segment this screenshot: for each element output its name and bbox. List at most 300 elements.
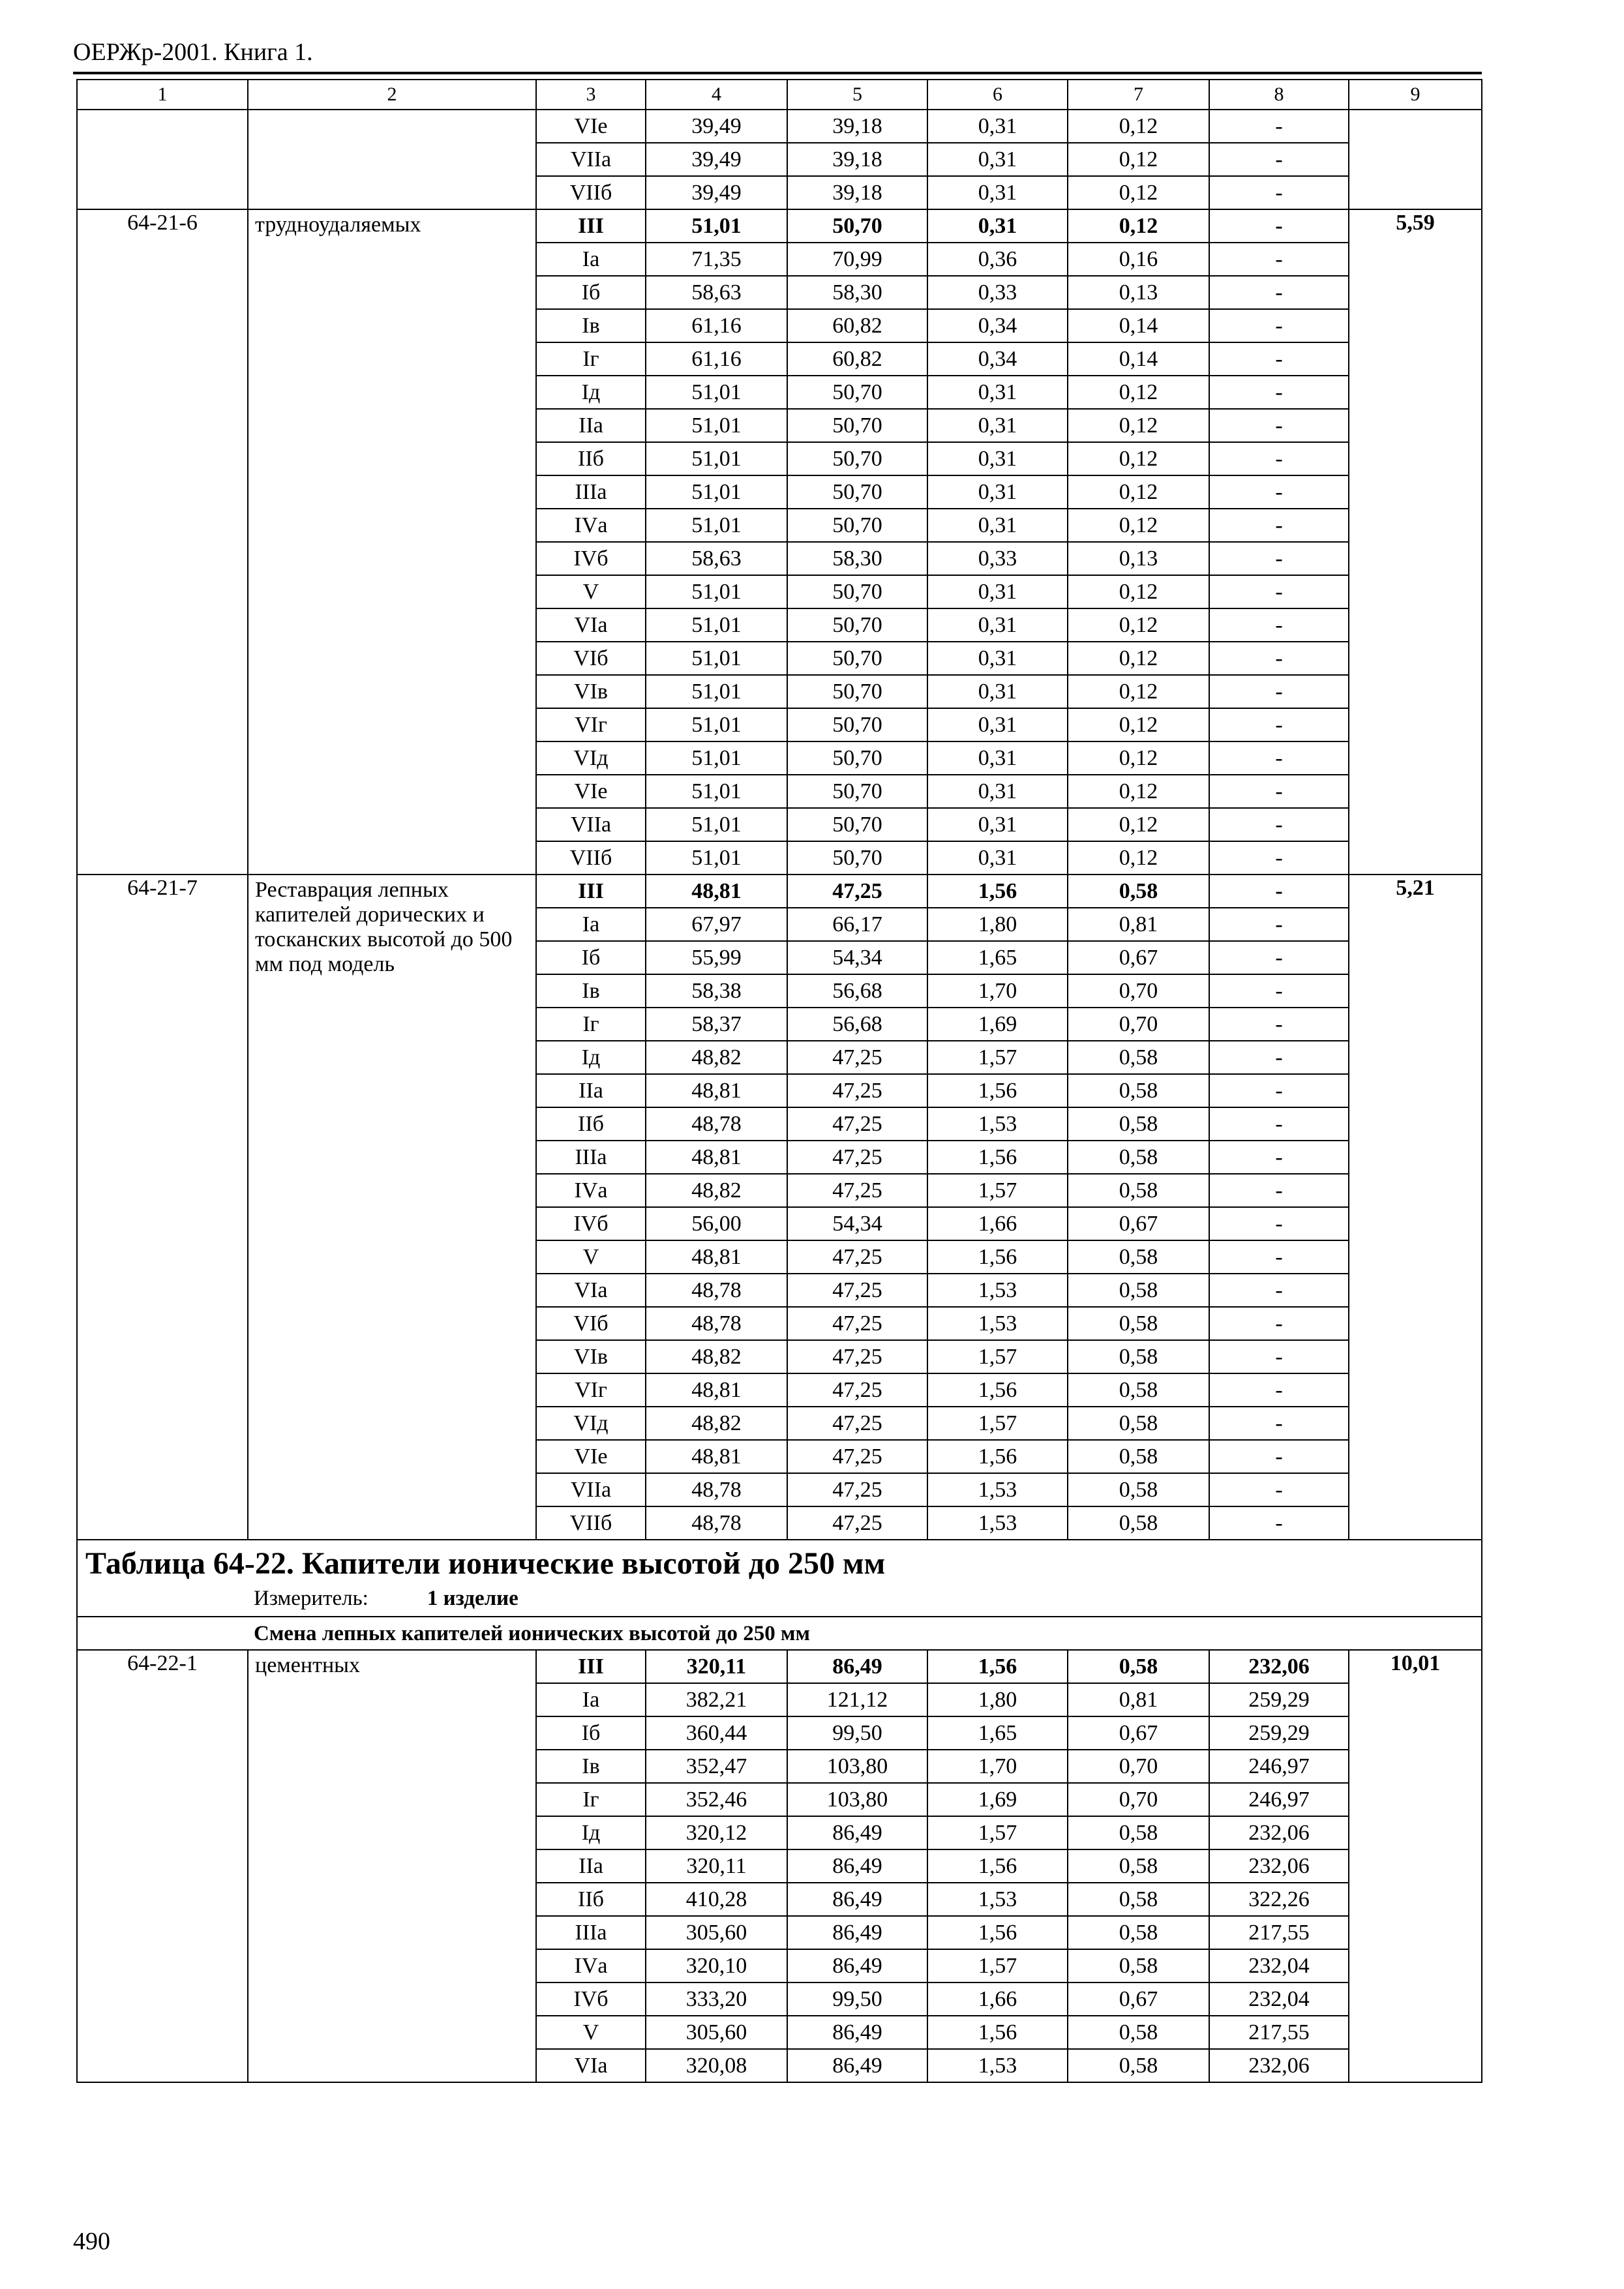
value-cell: 86,49 [787,1816,927,1849]
value-cell: V [536,2016,646,2049]
value-cell: 99,50 [787,1716,927,1750]
value-cell: VIв [536,675,646,708]
value-cell: 0,67 [1068,941,1209,974]
column-number: 3 [536,80,646,110]
value-cell: 217,55 [1209,2016,1349,2049]
value-cell: VIIа [536,808,646,841]
value-cell: - [1209,1008,1349,1041]
value-cell: VIб [536,642,646,675]
value-cell: 50,70 [787,808,927,841]
value-cell: 51,01 [646,808,787,841]
value-cell: 232,06 [1209,1816,1349,1849]
value-cell: 51,01 [646,608,787,642]
value-cell: 50,70 [787,409,927,442]
value-cell: Iа [536,243,646,276]
value-cell: 47,25 [787,1107,927,1141]
value-cell: 232,06 [1209,1849,1349,1883]
value-cell: 232,04 [1209,1949,1349,1982]
value-cell: - [1209,908,1349,941]
value-cell: 48,78 [646,1506,787,1540]
value-cell: 333,20 [646,1982,787,2016]
value-cell: 47,25 [787,1307,927,1340]
value-cell: 47,25 [787,1440,927,1473]
value-cell: VIIб [536,1506,646,1540]
value-cell: 51,01 [646,775,787,808]
value-cell: - [1209,1107,1349,1141]
value-cell: 360,44 [646,1716,787,1750]
document-header: ОЕРЖр-2001. Книга 1. [73,38,313,66]
value-cell: 86,49 [787,2049,927,2082]
value-cell: III [536,1650,646,1683]
value-cell: - [1209,176,1349,209]
value-cell: 1,66 [927,1207,1068,1240]
value-cell: 382,21 [646,1683,787,1716]
value-cell: 0,58 [1068,1650,1209,1683]
value-cell: 99,50 [787,1982,927,2016]
value-cell: 0,31 [927,642,1068,675]
value-cell: 0,12 [1068,176,1209,209]
value-cell: - [1209,1141,1349,1174]
value-cell: Iв [536,974,646,1008]
table-row [77,1650,1482,1683]
value-cell: Iб [536,1716,646,1750]
value-cell: 0,58 [1068,1041,1209,1074]
value-cell: 0,81 [1068,1683,1209,1716]
col9-cell [1349,110,1482,209]
value-cell: 50,70 [787,775,927,808]
value-cell: III [536,875,646,908]
table-body [77,80,1482,2082]
value-cell: 48,78 [646,1107,787,1141]
value-cell: - [1209,1307,1349,1340]
value-cell: 47,25 [787,1240,927,1274]
value-cell: VIд [536,1407,646,1440]
value-cell: 0,31 [927,143,1068,176]
value-cell: 1,56 [927,1440,1068,1473]
value-cell: 0,58 [1068,1473,1209,1506]
value-cell: 232,06 [1209,2049,1349,2082]
value-cell: - [1209,1274,1349,1307]
measure-unit: 1 изделие [427,1587,519,1610]
value-cell: Iв [536,1750,646,1783]
description-cell: трудноудаляемых [248,209,536,875]
value-cell: IVб [536,542,646,575]
value-cell: 0,31 [927,575,1068,608]
value-cell: 1,69 [927,1783,1068,1816]
value-cell: 60,82 [787,342,927,376]
value-cell: 103,80 [787,1783,927,1816]
value-cell: 1,56 [927,2016,1068,2049]
value-cell: 86,49 [787,1949,927,1982]
value-cell: 51,01 [646,708,787,741]
value-cell: - [1209,575,1349,608]
value-cell: 0,13 [1068,276,1209,309]
value-cell: VIа [536,608,646,642]
value-cell: 0,58 [1068,1274,1209,1307]
value-cell: 1,57 [927,1816,1068,1849]
value-cell: 48,82 [646,1174,787,1207]
value-cell: IIIа [536,1141,646,1174]
value-cell: - [1209,542,1349,575]
value-cell: 0,12 [1068,841,1209,875]
value-cell: 0,58 [1068,1883,1209,1916]
value-cell: 50,70 [787,608,927,642]
value-cell: 39,49 [646,143,787,176]
column-number: 4 [646,80,787,110]
value-cell: 0,12 [1068,608,1209,642]
value-cell: III [536,209,646,243]
value-cell: - [1209,675,1349,708]
value-cell: 0,31 [927,841,1068,875]
value-cell: 320,10 [646,1949,787,1982]
value-cell: 47,25 [787,1373,927,1407]
value-cell: 51,01 [646,675,787,708]
page-number: 490 [73,2228,110,2255]
value-cell: 0,31 [927,442,1068,475]
value-cell: - [1209,741,1349,775]
value-cell: - [1209,1407,1349,1440]
value-cell: 0,12 [1068,741,1209,775]
value-cell: - [1209,708,1349,741]
column-number: 5 [787,80,927,110]
value-cell: 50,70 [787,509,927,542]
value-cell: Iа [536,908,646,941]
value-cell: 0,33 [927,276,1068,309]
value-cell: 51,01 [646,475,787,509]
value-cell: 51,01 [646,841,787,875]
value-cell: VIа [536,1274,646,1307]
value-cell: 410,28 [646,1883,787,1916]
measure-line [254,1583,1473,1613]
description-cell [248,110,536,209]
value-cell: 0,58 [1068,1916,1209,1949]
value-cell: 1,53 [927,1883,1068,1916]
value-cell: 1,57 [927,1041,1068,1074]
value-cell: 58,30 [787,542,927,575]
col9-cell: 10,01 [1349,1650,1482,2082]
value-cell: 51,01 [646,509,787,542]
value-cell: 66,17 [787,908,927,941]
value-cell: 51,01 [646,409,787,442]
value-cell: - [1209,243,1349,276]
value-cell: VIд [536,741,646,775]
value-cell: 0,31 [927,509,1068,542]
value-cell: 1,70 [927,974,1068,1008]
col9-cell: 5,59 [1349,209,1482,875]
code-cell: 64-22-1 [77,1650,248,2082]
value-cell: - [1209,1240,1349,1274]
value-cell: 1,80 [927,1683,1068,1716]
value-cell: IVа [536,1174,646,1207]
value-cell: 1,56 [927,1074,1068,1107]
value-cell: 0,34 [927,342,1068,376]
value-cell: - [1209,209,1349,243]
value-cell: 0,31 [927,209,1068,243]
value-cell: 0,31 [927,775,1068,808]
value-cell: Iг [536,1008,646,1041]
value-cell: 86,49 [787,2016,927,2049]
value-cell: 60,82 [787,309,927,342]
value-cell: 0,12 [1068,575,1209,608]
value-cell: 67,97 [646,908,787,941]
value-cell: 0,58 [1068,1307,1209,1340]
column-number: 9 [1349,80,1482,110]
value-cell: 0,34 [927,309,1068,342]
value-cell: 0,67 [1068,1982,1209,2016]
value-cell: 0,31 [927,475,1068,509]
value-cell: 1,80 [927,908,1068,941]
value-cell: 1,57 [927,1407,1068,1440]
value-cell: 48,81 [646,1373,787,1407]
value-cell: 47,25 [787,1506,927,1540]
value-cell: Iб [536,276,646,309]
value-cell: 1,56 [927,1240,1068,1274]
value-cell: 50,70 [787,741,927,775]
value-cell: VIв [536,1340,646,1373]
value-cell: 56,00 [646,1207,787,1240]
value-cell: IVб [536,1207,646,1240]
value-cell: 0,12 [1068,442,1209,475]
value-cell: - [1209,1174,1349,1207]
value-cell: 0,33 [927,542,1068,575]
value-cell: 1,53 [927,1107,1068,1141]
table-title-row [77,1540,1482,1617]
value-cell: 51,01 [646,575,787,608]
value-cell: Iд [536,376,646,409]
value-cell: 1,57 [927,1174,1068,1207]
value-cell: 48,81 [646,875,787,908]
value-cell: VIIб [536,841,646,875]
value-cell: 0,70 [1068,1008,1209,1041]
value-cell: - [1209,642,1349,675]
value-cell: VIIа [536,143,646,176]
value-cell: 47,25 [787,1274,927,1307]
value-cell: - [1209,1041,1349,1074]
value-cell: 320,11 [646,1849,787,1883]
value-cell: VIе [536,775,646,808]
value-cell: 0,12 [1068,509,1209,542]
value-cell: 48,81 [646,1141,787,1174]
value-cell: 47,25 [787,875,927,908]
section-title: Смена лепных капителей ионических высотой до 250 мм [77,1617,1482,1650]
value-cell: IVа [536,1949,646,1982]
value-cell: 320,11 [646,1650,787,1683]
value-cell: 0,58 [1068,1240,1209,1274]
value-cell: Iа [536,1683,646,1716]
value-cell: 50,70 [787,642,927,675]
value-cell: 48,82 [646,1340,787,1373]
value-cell: VIа [536,2049,646,2082]
value-cell: 51,01 [646,741,787,775]
value-cell: IVб [536,1982,646,2016]
value-cell: 86,49 [787,1650,927,1683]
value-cell: 61,16 [646,309,787,342]
value-cell: 0,58 [1068,1440,1209,1473]
value-cell: - [1209,775,1349,808]
value-cell: 246,97 [1209,1783,1349,1816]
value-cell: V [536,575,646,608]
value-cell: 86,49 [787,1849,927,1883]
value-cell: IIб [536,442,646,475]
value-cell: 0,31 [927,409,1068,442]
value-cell: 50,70 [787,708,927,741]
header-rule [73,72,1482,74]
value-cell: VIIа [536,1473,646,1506]
value-cell: 50,70 [787,209,927,243]
value-cell: 1,56 [927,875,1068,908]
value-cell: 305,60 [646,2016,787,2049]
value-cell: IIа [536,1074,646,1107]
value-cell: - [1209,841,1349,875]
value-cell: 103,80 [787,1750,927,1783]
value-cell: 50,70 [787,575,927,608]
value-cell: 48,81 [646,1074,787,1107]
description-cell: Реставрация лепных капителей дорических и тосканских высотой до 500 мм под модель [248,875,536,1540]
value-cell: 305,60 [646,1916,787,1949]
value-cell: 1,53 [927,1307,1068,1340]
value-cell: 232,06 [1209,1650,1349,1683]
value-cell: 1,53 [927,1506,1068,1540]
value-cell: 320,08 [646,2049,787,2082]
value-cell: - [1209,1473,1349,1506]
value-cell: 0,70 [1068,1783,1209,1816]
value-cell: Iв [536,309,646,342]
value-cell: 1,69 [927,1008,1068,1041]
value-cell: 0,12 [1068,110,1209,143]
value-cell: 48,78 [646,1307,787,1340]
value-cell: 58,30 [787,276,927,309]
value-cell: 0,58 [1068,1816,1209,1849]
value-cell: 0,70 [1068,974,1209,1008]
value-cell: 48,81 [646,1240,787,1274]
value-cell: 47,25 [787,1407,927,1440]
value-cell: - [1209,475,1349,509]
value-cell: - [1209,110,1349,143]
value-cell: - [1209,442,1349,475]
table-row [77,209,1482,243]
value-cell: 0,58 [1068,1373,1209,1407]
value-cell: 1,56 [927,1650,1068,1683]
value-cell: 47,25 [787,1473,927,1506]
value-cell: - [1209,376,1349,409]
value-cell: 58,63 [646,276,787,309]
col9-cell: 5,21 [1349,875,1482,1540]
value-cell: VIе [536,1440,646,1473]
value-cell: - [1209,276,1349,309]
value-cell: 0,67 [1068,1207,1209,1240]
description-cell: цементных [248,1650,536,2082]
value-cell: - [1209,1074,1349,1107]
value-cell: VIIб [536,176,646,209]
value-cell: 47,25 [787,1174,927,1207]
value-cell: 0,13 [1068,542,1209,575]
value-cell: 0,31 [927,741,1068,775]
code-cell [77,110,248,209]
measure-label: Измеритель: [254,1587,368,1610]
value-cell: 1,57 [927,1949,1068,1982]
value-cell: 1,57 [927,1340,1068,1373]
value-cell: 1,70 [927,1750,1068,1783]
value-cell: 0,31 [927,608,1068,642]
value-cell: 0,58 [1068,1174,1209,1207]
value-cell: 71,35 [646,243,787,276]
code-cell: 64-21-6 [77,209,248,875]
value-cell: 0,31 [927,176,1068,209]
value-cell: 50,70 [787,675,927,708]
value-cell: IIIа [536,475,646,509]
code-cell: 64-21-7 [77,875,248,1540]
section-row [77,1617,1482,1650]
value-cell: 0,12 [1068,642,1209,675]
value-cell: 322,26 [1209,1883,1349,1916]
value-cell: 51,01 [646,376,787,409]
column-number: 2 [248,80,536,110]
value-cell: - [1209,509,1349,542]
value-cell: 0,12 [1068,409,1209,442]
value-cell: 39,18 [787,143,927,176]
value-cell: 0,12 [1068,775,1209,808]
value-cell: 259,29 [1209,1716,1349,1750]
table-row [77,110,1482,143]
value-cell: 86,49 [787,1883,927,1916]
value-cell: Iг [536,342,646,376]
value-cell: 47,25 [787,1141,927,1174]
value-cell: 50,70 [787,442,927,475]
value-cell: 0,58 [1068,1407,1209,1440]
value-cell: - [1209,342,1349,376]
value-cell: Iд [536,1041,646,1074]
value-cell: 1,53 [927,2049,1068,2082]
value-cell: 48,78 [646,1274,787,1307]
value-cell: 0,58 [1068,1107,1209,1141]
value-cell: 39,49 [646,176,787,209]
value-cell: 0,58 [1068,875,1209,908]
value-cell: - [1209,1373,1349,1407]
value-cell: 47,25 [787,1041,927,1074]
value-cell: 0,58 [1068,2049,1209,2082]
value-cell: 0,16 [1068,243,1209,276]
value-cell: 48,81 [646,1440,787,1473]
value-cell: 58,63 [646,542,787,575]
value-cell: 0,58 [1068,2016,1209,2049]
value-cell: - [1209,409,1349,442]
value-cell: 61,16 [646,342,787,376]
value-cell: 0,31 [927,808,1068,841]
table-row [77,875,1482,908]
value-cell: - [1209,941,1349,974]
value-cell: V [536,1240,646,1274]
value-cell: - [1209,608,1349,642]
value-cell: 0,31 [927,708,1068,741]
value-cell: 39,49 [646,110,787,143]
value-cell: 1,53 [927,1274,1068,1307]
value-cell: 55,99 [646,941,787,974]
value-cell: 1,65 [927,1716,1068,1750]
value-cell: 70,99 [787,243,927,276]
value-cell: - [1209,808,1349,841]
value-cell: 48,82 [646,1407,787,1440]
value-cell: 0,12 [1068,376,1209,409]
value-cell: - [1209,875,1349,908]
value-cell: 0,58 [1068,1074,1209,1107]
value-cell: IIа [536,1849,646,1883]
value-cell: 48,82 [646,1041,787,1074]
table-title: Таблица 64-22. Капители ионические высотой до 250 мм [85,1546,886,1581]
value-cell: IIIа [536,1916,646,1949]
value-cell: VIе [536,110,646,143]
value-cell: 121,12 [787,1683,927,1716]
value-cell: Iб [536,941,646,974]
